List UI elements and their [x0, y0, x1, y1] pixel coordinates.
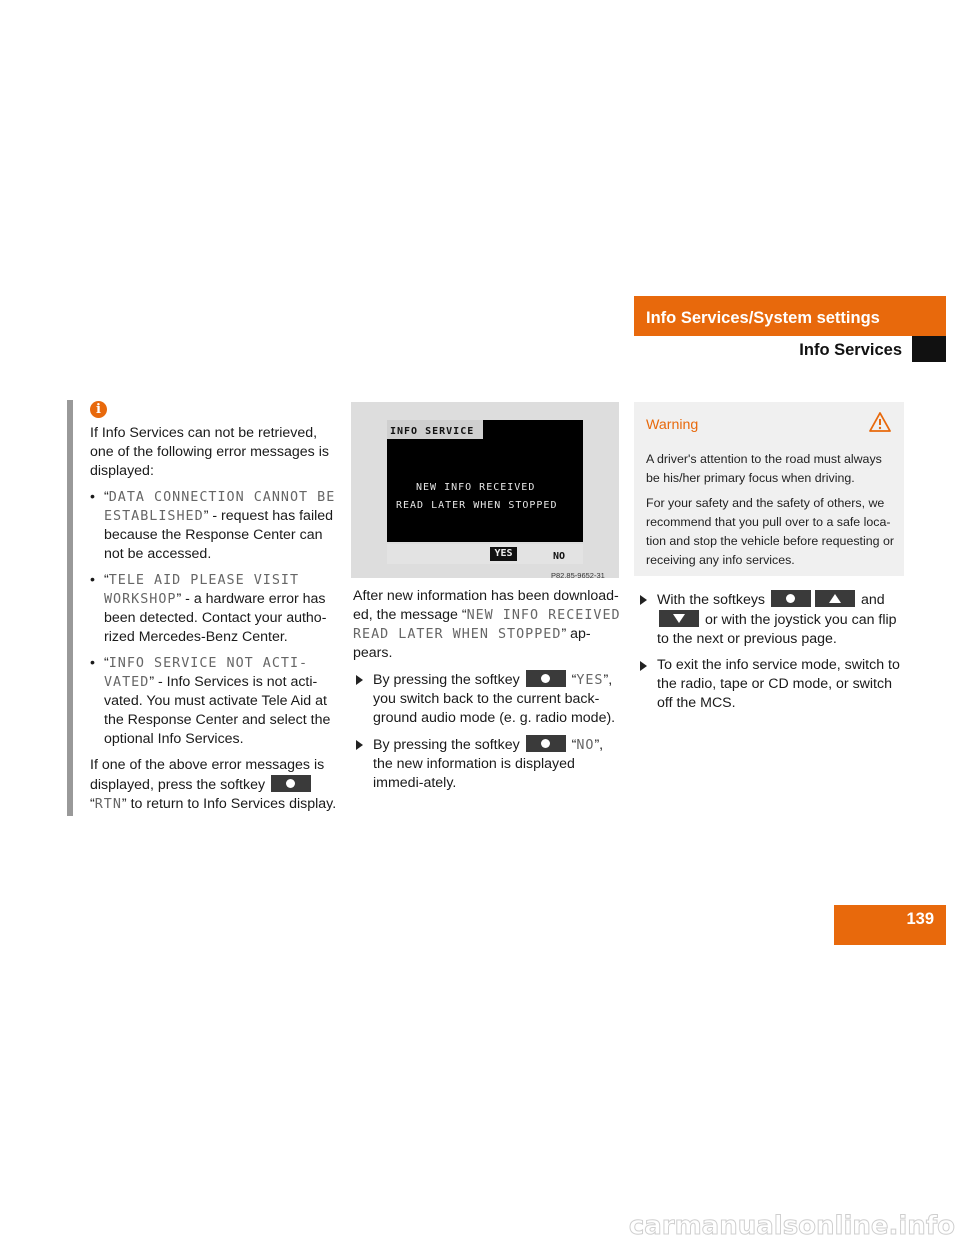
header-tab-marker: [912, 336, 946, 362]
navigation-instructions: [637, 590, 907, 720]
info-outro: If one of the above error messages is displayed, press the softkey “RTN” to return to Info Services display.: [90, 757, 337, 812]
page-number: 139: [906, 910, 934, 928]
softkey-dot-icon: [526, 670, 566, 687]
subsection-title: Info Services: [799, 341, 902, 359]
error-code: INFO SERVICE NOT ACTI-VATED: [104, 656, 309, 690]
error-code: DATA CONNECTION CANNOT BE ESTABLISHED: [104, 490, 336, 524]
display-line-2: READ LATER WHEN STOPPED: [396, 500, 558, 511]
info-icon: i: [90, 401, 107, 418]
info-note-bar: [67, 400, 73, 816]
step-flip-pages: With the softkeys and or with the joystick you can flip to the next or previous page.: [637, 590, 907, 649]
display-title: INFO SERVICE: [390, 426, 475, 437]
step-no: By pressing the softkey “NO”, the new information is displayed immedi-ately.: [353, 735, 623, 793]
new-info-intro: After new information has been download-ed, the message “NEW INFO RECEIVED READ LATER WHEN STOPPED” ap-pears.: [353, 588, 621, 661]
softkey-dot-icon: [771, 590, 811, 607]
display-yes-softkey: YES: [490, 547, 517, 561]
watermark-text: carmanualsonline.info: [628, 1212, 955, 1241]
warning-triangle-icon: [868, 411, 892, 433]
error-item: • “TELE AID PLEASE VISIT WORKSHOP” - a hardware error has been detected. Contact your autho-rized Mercedes-Benz Center.: [90, 571, 340, 647]
step-yes: By pressing the softkey “YES”, you switch back to the current back-ground audio mode (e. g. radio mode).: [353, 670, 623, 728]
warning-text: [646, 450, 898, 576]
display-line-1: NEW INFO RECEIVED: [416, 482, 536, 493]
step-exit: To exit the info service mode, switch to the radio, tape or CD mode, or switch off the MCS.: [637, 656, 907, 713]
error-code: TELE AID PLEASE VISIT WORKSHOP: [104, 573, 300, 607]
softkey-down-icon: [659, 610, 699, 627]
display-no-softkey: NO: [553, 551, 566, 562]
new-info-instructions: [353, 587, 623, 800]
image-reference: P82.85-9652-31: [551, 571, 605, 580]
error-description: - Info Services is not acti-vated. You must activate Tele Aid at the Response Center and select the optional Info Services.: [104, 674, 331, 747]
error-item: • “INFO SERVICE NOT ACTI-VATED” - Info Services is not acti-vated. You must activate Tele Aid at the Response Center and select the optional Info Services.: [90, 654, 340, 749]
softkey-dot-icon: [271, 775, 311, 792]
softkey-dot-icon: [526, 735, 566, 752]
softkey-up-icon: [815, 590, 855, 607]
info-intro: If Info Services can not be retrieved, one of the following error messages is displayed:: [90, 425, 329, 479]
watermark-logo: [600, 1212, 960, 1242]
error-item: • “DATA CONNECTION CANNOT BE ESTABLISHED” - request has failed because the Response Center can not be accessed.: [90, 488, 340, 564]
info-note: [90, 424, 340, 821]
warning-paragraph: For your safety and the safety of others, we recommend that you pull over to a safe loca-tion and stop the vehicle before requesting or receiving any info services.: [646, 496, 894, 567]
error-description: - a hardware error has been detected. Contact your autho-rized Mercedes-Benz Center.: [104, 591, 327, 645]
warning-title: Warning: [646, 417, 699, 433]
warning-paragraph: A driver's attention to the road must always be his/her primary focus when driving.: [646, 452, 882, 485]
error-description: - request has failed because the Response Center can not be accessed.: [104, 508, 334, 562]
section-title: Info Services/System settings: [646, 309, 880, 327]
